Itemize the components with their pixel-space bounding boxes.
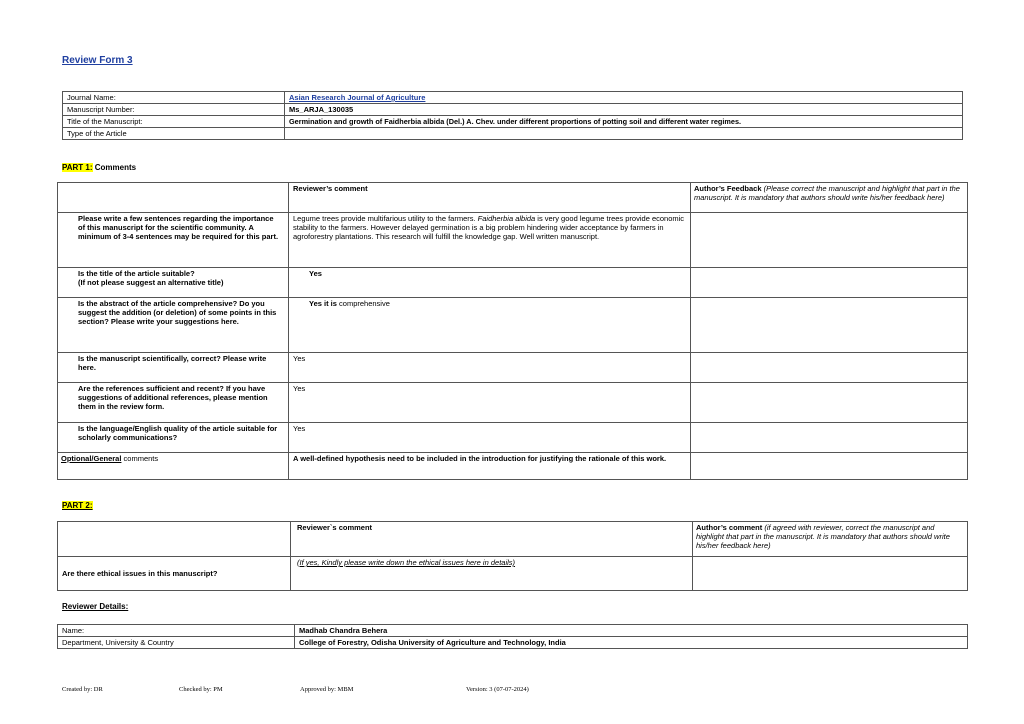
comment-text: is very good legume trees provide economic stability to the farmers. However delayed germination is a big problem hindering wider acceptance by farmers in agroforestry plantations. This research will fulfill the knowledge gap. Well written manuscript.: [293, 214, 685, 241]
reviewer-comment-header: Reviewer’s comment: [289, 183, 691, 213]
question-ethics: Are there ethical issues in this manuscript?: [58, 557, 291, 591]
question-abstract: Is the abstract of the article comprehensive? Do you suggest the addition (or deletion) of some points in this section? Please write your suggestions here.: [58, 298, 289, 353]
part1-suffix: Comments: [92, 163, 137, 172]
optional-label-bold: Optional/General: [61, 454, 122, 463]
question-title: Is the title of the article suitable? (If not please suggest an alternative title): [58, 268, 289, 298]
author-feedback-header-bold: Author’s Feedback: [694, 184, 762, 193]
footer-version: Version: 3 (07-07-2024): [466, 686, 529, 693]
footer-created-by: Created by: DR: [62, 686, 103, 693]
comment-language[interactable]: Yes: [289, 423, 691, 453]
part2-ethics-table: [57, 521, 968, 591]
manuscript-info-table: [62, 91, 963, 140]
form-title: Review Form 3: [62, 55, 133, 66]
part2-heading: [62, 501, 93, 510]
table-row: [58, 213, 968, 268]
type-row: [63, 128, 963, 140]
part2-header-row: [58, 522, 968, 557]
manuscript-number-row: [63, 104, 963, 116]
author-comment-header-bold: Author’s comment: [696, 523, 763, 532]
comment-text: Legume trees provide multifarious utility to the farmers.: [293, 214, 478, 223]
comment-scientific[interactable]: Yes: [289, 353, 691, 383]
title-label: Title of the Manuscript:: [63, 116, 285, 128]
species-name: Faidherbia albida: [477, 214, 536, 223]
author-comment-cell[interactable]: [693, 557, 968, 591]
part1-header-row: [58, 183, 968, 213]
comment-text: Yes it is: [309, 299, 337, 308]
table-row: [58, 298, 968, 353]
table-row: [58, 423, 968, 453]
empty-header-cell: [58, 522, 291, 557]
comment-importance[interactable]: [289, 213, 691, 268]
empty-header-cell: [58, 183, 289, 213]
comment-text: Yes: [309, 269, 322, 278]
question-references: Are the references sufficient and recent? If you have suggestions of additional references, please mention them in the review form.: [58, 383, 289, 423]
manuscript-label: Manuscript Number:: [63, 104, 285, 116]
manuscript-number: Ms_ARJA_130035: [285, 104, 963, 116]
author-comment-header: [693, 522, 968, 557]
part1-heading: [62, 163, 136, 172]
table-row: [58, 268, 968, 298]
journal-label: Journal Name:: [63, 92, 285, 104]
table-row: [58, 557, 968, 591]
comment-optional[interactable]: A well-defined hypothesis need to be included in the introduction for justifying the rationale of this work.: [289, 453, 691, 480]
author-feedback-cell[interactable]: [691, 268, 968, 298]
comment-references[interactable]: Yes: [289, 383, 691, 423]
author-feedback-cell[interactable]: [691, 453, 968, 480]
title-row: [63, 116, 963, 128]
reviewer-dept-row: [58, 637, 968, 649]
author-feedback-header-note: (Please correct the manuscript and highlight that part in the manuscript. It is mandatory that authors should write his/her feedback here): [694, 184, 960, 202]
author-feedback-cell[interactable]: [691, 353, 968, 383]
type-label: Type of the Article: [63, 128, 285, 140]
part1-label: PART 1:: [62, 163, 93, 172]
journal-link[interactable]: Asian Research Journal of Agriculture: [289, 93, 426, 102]
ethics-instruction: (If yes, Kindly please write down the ethical issues here in details): [297, 558, 516, 567]
question-language: Is the language/English quality of the article suitable for scholarly communications?: [58, 423, 289, 453]
comment-abstract[interactable]: [289, 298, 691, 353]
reviewer-details-heading: Reviewer Details:: [62, 602, 129, 611]
part1-comments-table: [57, 182, 968, 480]
name-label: Name:: [58, 625, 295, 637]
reviewer-name: Madhab Chandra Behera: [295, 625, 968, 637]
table-row: [58, 383, 968, 423]
author-feedback-cell[interactable]: [691, 298, 968, 353]
author-comment-header-note: (if agreed with reviewer, correct the manuscript and highlight that part in the manuscript. It is mandatory that authors should write his/her feedback here): [696, 523, 950, 550]
author-feedback-cell[interactable]: [691, 423, 968, 453]
table-row: [58, 353, 968, 383]
dept-label: Department, University & Country: [58, 637, 295, 649]
comment-title[interactable]: [289, 268, 691, 298]
comment-text: comprehensive: [336, 299, 390, 308]
optional-comments-label: [58, 453, 289, 480]
journal-row: [63, 92, 963, 104]
table-row: [58, 453, 968, 480]
article-type-value[interactable]: [285, 128, 963, 140]
author-feedback-cell[interactable]: [691, 383, 968, 423]
footer-checked-by: Checked by: PM: [179, 686, 223, 693]
optional-label-suffix: comments: [121, 454, 159, 463]
part2-label: PART 2:: [62, 501, 93, 510]
manuscript-title: Germination and growth of Faidherbia albida (Del.) A. Chev. under different proportions of potting soil and different water regimes.: [285, 116, 963, 128]
reviewer-details-table: [57, 624, 968, 649]
footer-approved-by: Approved by: MBM: [300, 686, 354, 693]
comment-ethics[interactable]: [291, 557, 693, 591]
question-scientific: Is the manuscript scientifically, correct? Please write here.: [58, 353, 289, 383]
question-importance: Please write a few sentences regarding the importance of this manuscript for the scientific community. A minimum of 3-4 sentences may be required for this part.: [58, 213, 289, 268]
reviewer-department: College of Forestry, Odisha University of Agriculture and Technology, India: [295, 637, 968, 649]
reviewer-name-row: [58, 625, 968, 637]
author-feedback-header: [691, 183, 968, 213]
author-feedback-cell[interactable]: [691, 213, 968, 268]
reviewer-comment-header: Reviewer`s comment: [291, 522, 693, 557]
